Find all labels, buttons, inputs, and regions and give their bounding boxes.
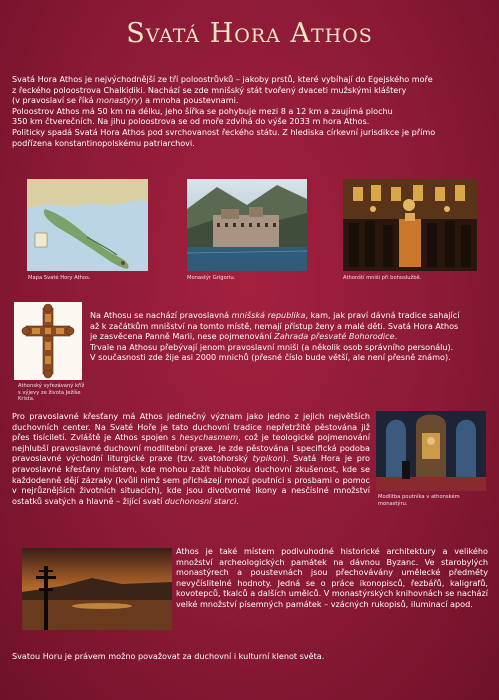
intro-line: z řeckého poloostrova Chalkidiki. Nachází se zde mnišský stát tvořený dvaceti mužskými kláštery <box>12 84 407 95</box>
sunset-image <box>22 548 172 630</box>
spiritual-significance-paragraph: Pro pravoslavné křesťany má Athos jedinečný význam jako jedno z jejich největších duchovních center. Na Svaté Hoře je tato duchovní tradice nepřetržitě pěstována již přes tisíciletí. Zvláště je Athos spojen s hesychasmem, což je teologické pojmenování nejhlubší pravoslavné duchovní modlitební praxe. Je zde pěstována i specifická podoba pravoslavné východní liturgické praxe (tzv. svatohorský typikon). Svatá Hora je pro pravoslavné křesťany místem, kde mohou zažít hlubokou duchovní zkušenost, kde se každodenně dějí zázraky (kvůli nimž sem přicházejí mnozí poutníci s prosbami o pomoc v nejrůznějších životních situacích), kde jsou divotvorné ikony a nesčíslné množství ostatků svatých a hlavně – žijící svatí duchonosní starci. <box>12 411 370 506</box>
text-line: je zasvěcena Panně Marii, nese pojmenování Zahrada přesvaté Bohorodice. <box>90 331 398 342</box>
intro-line: podřízena konstantinopolskému patriarchovi. <box>12 137 195 148</box>
cross-image <box>14 302 82 380</box>
monastery-caption: Monastýr Grigoriu. <box>187 275 236 281</box>
intro-paragraph <box>12 74 488 148</box>
heritage-paragraph: Athos je také místem podivuhodné historické architektury a velikého množství archeologických památek na dávnou Byzanc. Ve starobylých monastýrech a poustevnách jsou přechovávány umělecké předměty nevyčíslitelné hodnoty. Jedná se o práce ikonopisců, řezbářů, kaligrafů, kovotepců, tkalců a dalších umělců. V monastýrských knihovnách se nachází velké množství písemných památek – vzácných rukopisů, iluminací apod. <box>176 546 488 609</box>
intro-line: Poloostrov Athos má 50 km na délku, jeho šířka se pohybuje mezi 8 a 12 km a zaujímá plochu <box>12 105 393 116</box>
monks-image <box>343 179 477 271</box>
map-caption: Mapa Svaté Hory Athos. <box>28 275 91 281</box>
text-line: Na Athosu se nachází pravoslavná mnišská republika, kam, jak praví dávná tradice sahající <box>90 310 460 320</box>
text-line: Trvale na Athosu přebývají jenom pravoslavní mniši (a několik osob správního personálu). <box>90 341 454 352</box>
intro-line: (v pravoslaví se říká monastýry) a mnoha poustevnami. <box>12 95 239 106</box>
intro-line: 350 km čtverečních. Na jihu poloostrova se od moře zdvíhá do výše 2033 m hora Athos. <box>12 116 370 127</box>
map-image <box>27 179 148 271</box>
intro-line: Svatá Hora Athos je nejvýchodnější ze tří poloostrůvků – jakoby prstů, které vybíhají do Egejského moře <box>12 74 433 84</box>
monastery-image <box>187 179 307 271</box>
closing-line: Svatou Horu je právem možno považovat za duchovní i kulturní klenot světa. <box>12 651 325 661</box>
monks-caption: Athonští mniši při bohoslužbě. <box>343 275 422 281</box>
pilgrim-image <box>376 411 486 491</box>
text-line: V současnosti zde žije asi 2000 mnichů (přesné číslo bude větší, ale není přesně známo). <box>90 352 451 363</box>
monastic-republic-paragraph <box>90 310 488 363</box>
intro-line: Politicky spadá Svatá Hora Athos pod svrchovanost řeckého státu. Z hlediska církevní jurisdikce je přímo <box>12 126 436 137</box>
pilgrim-caption: Modlitba poutníka v athonském monastýru. <box>378 494 460 507</box>
page-title: Svatá Hora Athos <box>126 18 373 49</box>
cross-caption: Athonský vyřezávaný kříž s výjevy ze života Ježíše Krista. <box>18 383 85 402</box>
text-line: až k začátkům mnišství na tomto místě, nemají přístup ženy a malé děti. Svatá Hora Athos <box>90 320 459 331</box>
